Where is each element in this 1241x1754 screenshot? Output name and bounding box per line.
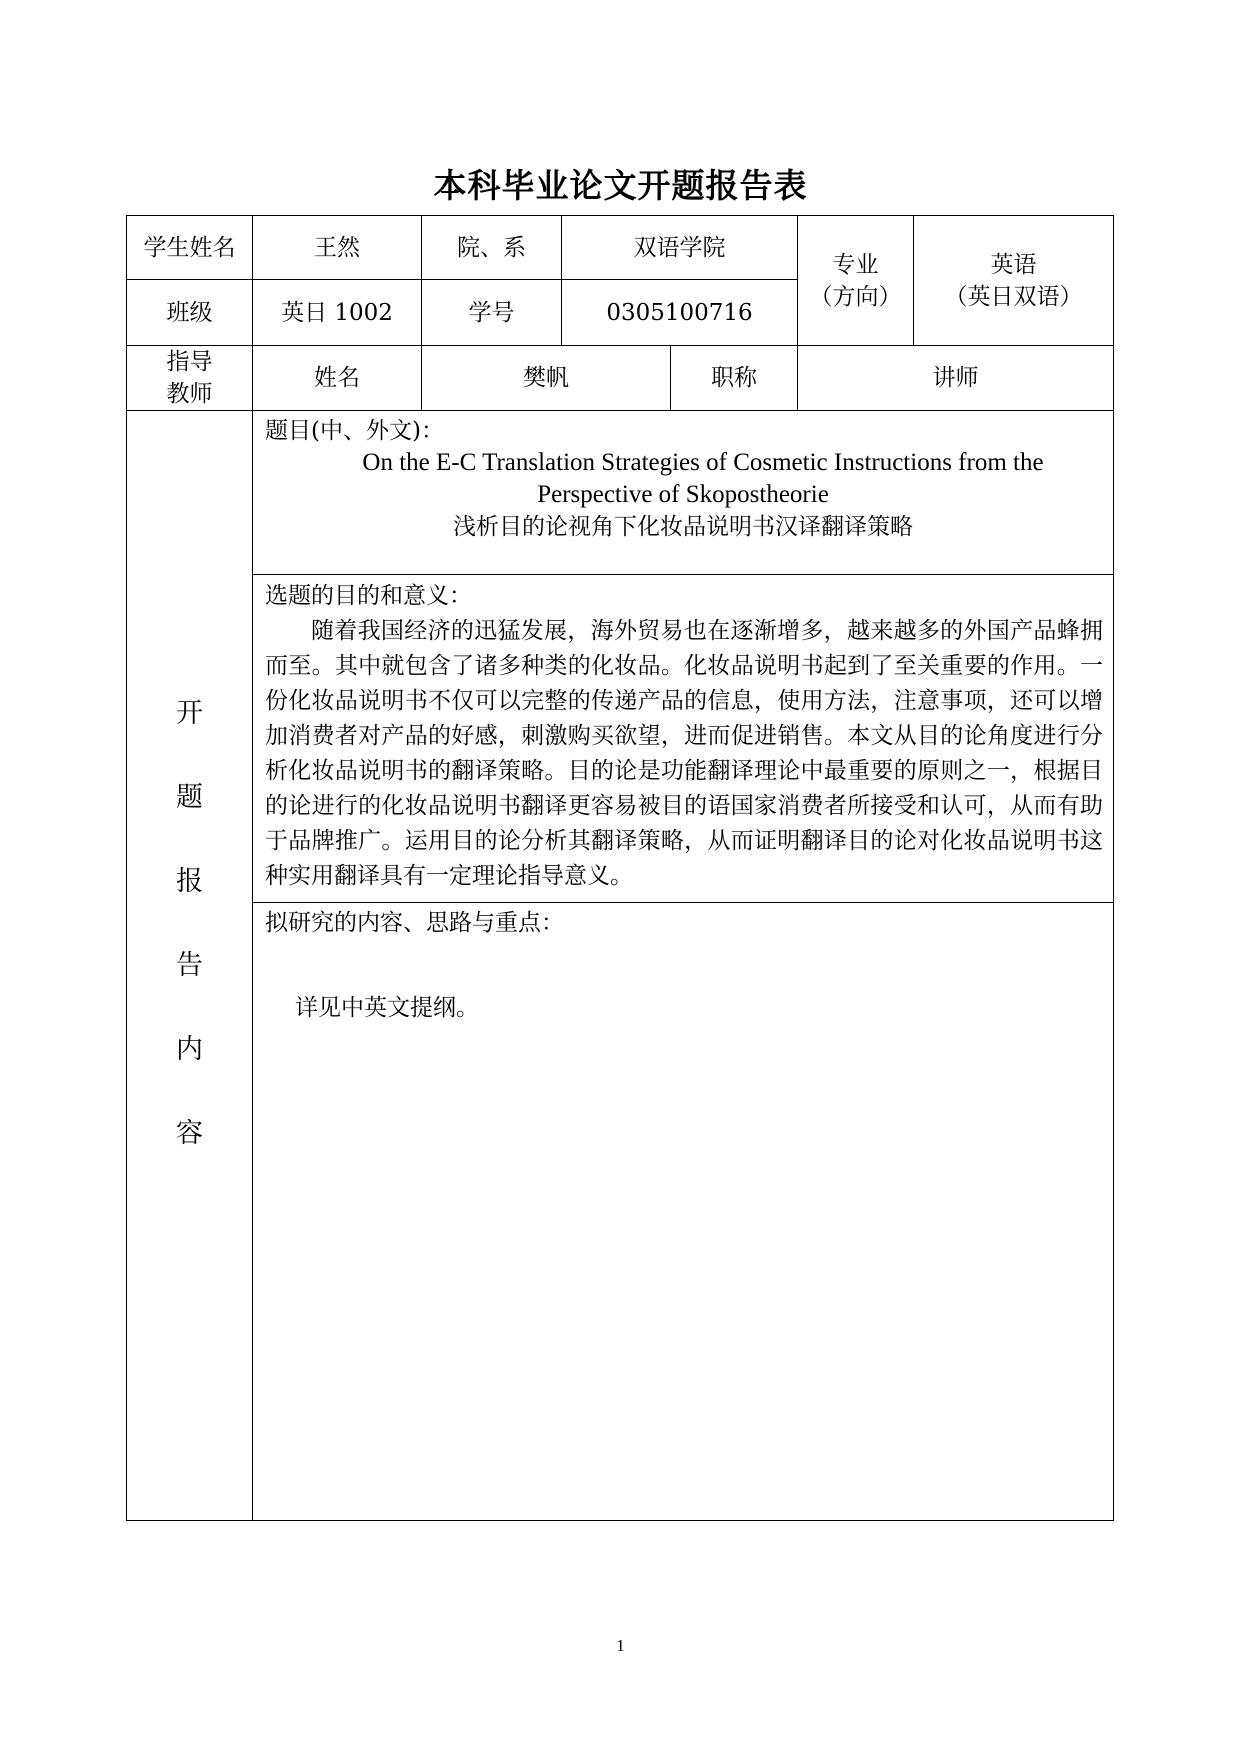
advisor-title-value: 讲师 — [797, 345, 1114, 411]
advisor-label-line1: 指导 — [166, 349, 213, 375]
major-label-line1: 专业 — [832, 251, 879, 278]
proposal-form-table — [126, 215, 1114, 1521]
class-label: 班级 — [126, 279, 253, 346]
purpose-section — [252, 574, 1114, 903]
topic-english-line2: Perspective of Skopostheorie — [537, 481, 829, 508]
report-label-char-3: 报 — [176, 866, 203, 897]
class-value: 英日 1002 — [252, 279, 422, 346]
department-label: 院、系 — [421, 215, 562, 280]
topic-section — [252, 410, 1114, 575]
advisor-name-label: 姓名 — [252, 345, 422, 411]
department-value: 双语学院 — [561, 215, 798, 280]
major-value-line1: 英语 — [990, 251, 1037, 278]
student-id-value: 0305100716 — [561, 279, 798, 346]
advisor-title-label: 职称 — [670, 345, 798, 411]
major-label — [797, 215, 914, 346]
page-number: 1 — [616, 1636, 625, 1655]
student-name-value: 王然 — [252, 215, 422, 280]
major-label-line2: （方向） — [809, 283, 902, 310]
purpose-body: 随着我国经济的迅猛发展，海外贸易也在逐渐增多，越来越多的外国产品蜂拥而至。其中就包含了诸多种类的化妆品。化妆品说明书起到了至关重要的作用。一份化妆品说明书不仅可以完整的传递产品的信息，使用方法，注意事项，还可以增加消费者对产品的好感，刺激购买欲望，进而促进销售。本文从目的论角度进行分析化妆品说明书的翻译策略。目的论是功能翻译理论中最重要的原则之一，根据目的论进行的化妆品说明书翻译更容易被目的语国家消费者所接受和认可，从而有助于品牌推广。运用目的论分析其翻译策略，从而证明翻译目的论对化妆品说明书这种实用翻译具有一定理论指导意义。 — [265, 618, 1103, 889]
topic-english-line1: On the E-C Translation Strategies of Cosmetic Instructions from the — [362, 449, 1044, 476]
student-name-label: 学生姓名 — [126, 215, 253, 280]
report-label-char-1: 开 — [176, 698, 203, 729]
topic-label: 题目(中、外文)： — [265, 418, 444, 444]
report-content-label — [126, 410, 253, 1521]
major-value — [913, 215, 1114, 346]
report-label-char-2: 题 — [176, 782, 203, 813]
advisor-label — [126, 345, 253, 411]
report-label-char-4: 告 — [176, 950, 203, 981]
report-label-char-5: 内 — [176, 1034, 203, 1065]
purpose-label: 选题的目的和意义： — [265, 583, 472, 609]
page-title: 本科毕业论文开题报告表 — [433, 166, 808, 205]
advisor-label-line2: 教师 — [166, 381, 213, 407]
topic-chinese: 浅析目的论视角下化妆品说明书汉译翻译策略 — [453, 514, 913, 540]
report-label-char-6: 容 — [176, 1118, 203, 1149]
student-id-label: 学号 — [421, 279, 562, 346]
research-label: 拟研究的内容、思路与重点： — [265, 910, 564, 936]
research-section — [252, 902, 1114, 1521]
advisor-name-value: 樊帆 — [421, 345, 671, 411]
research-body: 详见中英文提纲。 — [295, 995, 479, 1021]
major-value-line2: （英日双语） — [944, 283, 1083, 310]
